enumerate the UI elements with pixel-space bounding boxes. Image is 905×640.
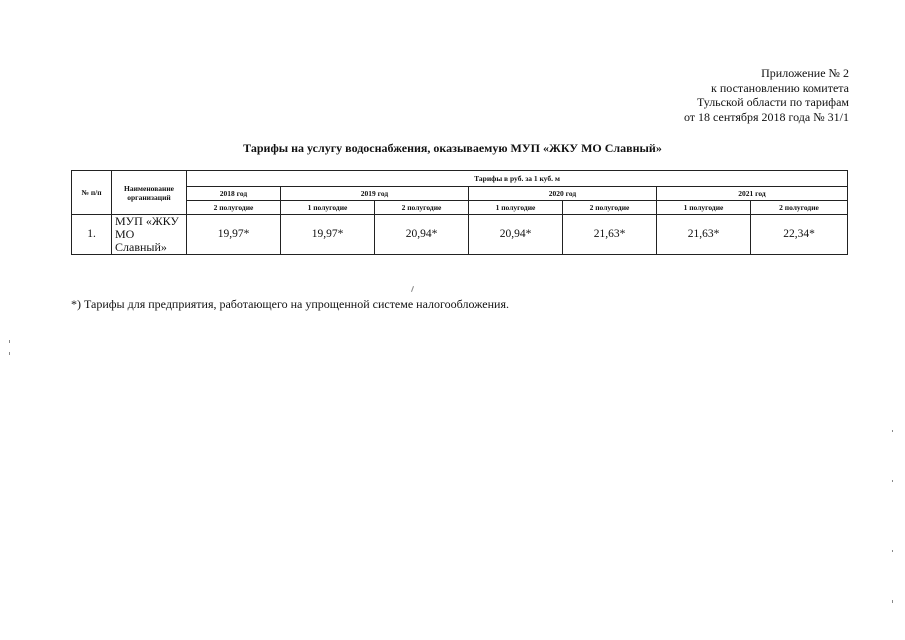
scan-speck xyxy=(411,286,414,292)
tariff-2019-h2: 20,94* xyxy=(375,215,469,255)
appendix-line-3: Тульской области по тарифам xyxy=(696,95,849,109)
appendix-line-1: Приложение № 2 xyxy=(761,66,849,80)
scan-speck xyxy=(892,480,893,482)
header-half-2021-1: 1 полугодие xyxy=(657,201,751,215)
row-organization: МУП «ЖКУ МО Славный» xyxy=(112,215,187,255)
tariff-2020-h2: 21,63* xyxy=(563,215,657,255)
header-number: № п/п xyxy=(72,171,112,215)
header-year-2019: 2019 год xyxy=(281,187,469,201)
header-half-2020-2: 2 полугодие xyxy=(563,201,657,215)
row-number: 1. xyxy=(72,215,112,255)
tariff-2021-h1: 21,63* xyxy=(657,215,751,255)
tariff-2018-h2: 19,97* xyxy=(187,215,281,255)
appendix-line-2: к постановлению комитета xyxy=(711,80,849,95)
header-half-2020-1: 1 полугодие xyxy=(469,201,563,215)
scan-speck xyxy=(892,550,893,552)
header-tariffs: Тарифы в руб. за 1 куб. м xyxy=(187,171,848,187)
header-year-2018: 2018 год xyxy=(187,187,281,201)
scan-speck xyxy=(892,600,893,603)
header-organization: Наименование организаций xyxy=(112,171,187,215)
tariff-2021-h2: 22,34* xyxy=(751,215,848,255)
header-half-2021-2: 2 полугодие xyxy=(751,201,848,215)
appendix-header xyxy=(684,66,849,124)
appendix-line-4: от 18 сентября 2018 года № 31/1 xyxy=(683,109,849,124)
scan-speck xyxy=(892,430,893,432)
scan-speck xyxy=(9,340,10,343)
header-half-2019-1: 1 полугодие xyxy=(281,201,375,215)
table-row xyxy=(72,215,848,255)
tariff-table xyxy=(71,170,848,255)
header-year-2021: 2021 год xyxy=(657,187,848,201)
tariff-2020-h1: 20,94* xyxy=(469,215,563,255)
header-year-2020: 2020 год xyxy=(469,187,657,201)
scan-speck xyxy=(9,352,10,355)
header-half-2018-2: 2 полугодие xyxy=(187,201,281,215)
document-title: Тарифы на услугу водоснабжения, оказываемую МУП «ЖКУ МО Славный» xyxy=(243,141,662,155)
footnote: *) Тарифы для предприятия, работающего на упрощенной системе налогообложения. xyxy=(71,297,509,311)
header-half-2019-2: 2 полугодие xyxy=(375,201,469,215)
tariff-2019-h1: 19,97* xyxy=(281,215,375,255)
